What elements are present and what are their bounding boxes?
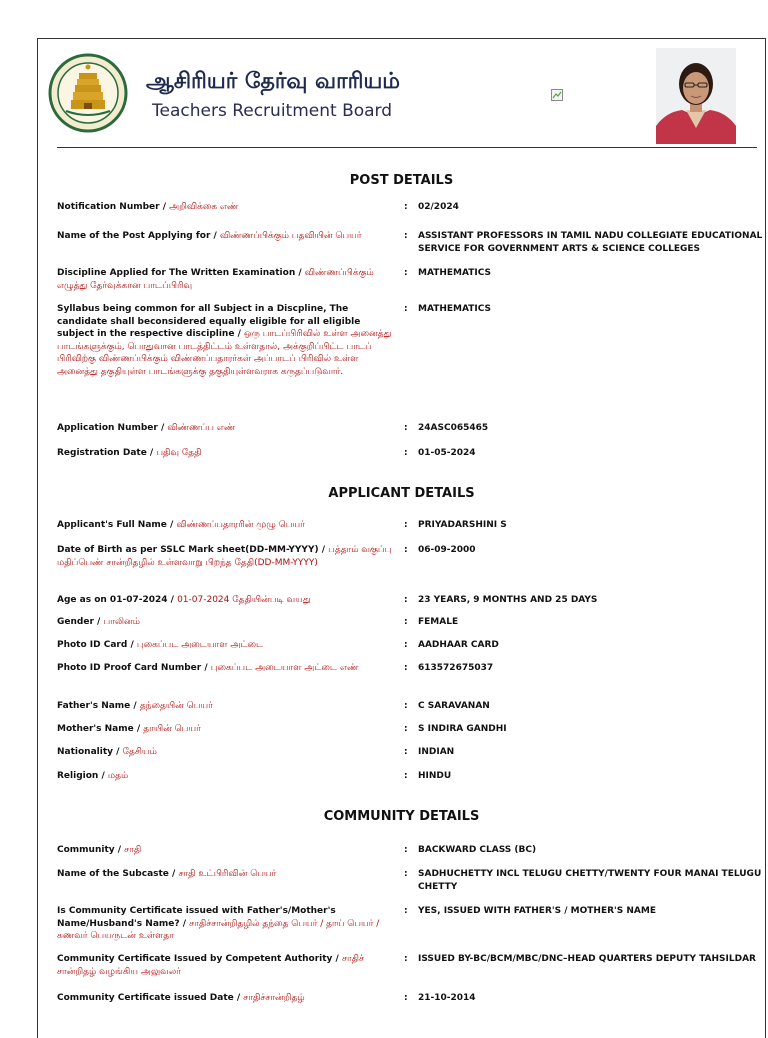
field-label-tamil: ஒரு பாடப்பிரிவில் உள்ள அனைத்து பாடங்களுக்கும், பொதுவான பாடத்திட்டம் உள்ளதால், அக்குறிப்பிட்ட பாடப் பிரிவிற்கு விண்ணப்பிக்கும் விண்ணப்பதாரர்கள் அப்பாடப் பிரிவில் உள்ள அனைத்து தகுதியுள்ள பாடங்களுக்கு தகுதியுள்ளவராக கருதப்படுவார்.	[57, 329, 392, 377]
field-label	[57, 519, 397, 532]
field-label-tamil: தந்தையின் பெயர்	[139, 701, 213, 711]
separator-colon: :	[404, 993, 408, 1003]
section-title-post: POST DETAILS	[349, 173, 454, 188]
field-label-english: Religion /	[57, 771, 108, 781]
field-label-english: Name of the Subcaste /	[57, 869, 179, 879]
field-label	[57, 594, 397, 607]
field-label-tamil: புகைப்பட அடையாள அட்டை எண்	[210, 663, 359, 673]
field-label-tamil: அறிவிக்கை எண்	[169, 202, 239, 212]
field-value: BACKWARD CLASS (BC)	[418, 845, 537, 855]
field-label-english: Nationality /	[57, 747, 123, 757]
field-label-tamil: சாதிச் சான்றிதழ் வழங்கிய அலுவலர்	[57, 954, 365, 977]
field-value: 24ASC065465	[418, 423, 489, 433]
field-label-english: Applicant's Full Name /	[57, 520, 177, 530]
separator-colon: :	[404, 231, 408, 241]
field-value: 02/2024	[418, 202, 459, 212]
field-label-tamil: 01-07-2024 தேதியின்படி வயது	[177, 595, 311, 605]
field-label-tamil: பத்தாம் வகுப்பு மதிப்பெண் சான்றிதழில் உள்ளவாறு பிறந்த தேதி(DD-MM-YYYY)	[57, 545, 392, 568]
field-label	[57, 267, 397, 292]
field-label-english: Notification Number /	[57, 202, 170, 212]
field-label-english: Father's Name /	[57, 701, 140, 711]
separator-colon: :	[404, 869, 408, 879]
field-value: MATHEMATICS	[418, 304, 492, 314]
field-label-english: Community Certificate Issued by Competent Authority /	[57, 954, 342, 964]
field-value: ASSISTANT PROFESSORS IN TAMIL NADU COLLEGIATE EDUCATIONAL SERVICE FOR GOVERNMENT ARTS & SCIENCE COLLEGES	[418, 231, 763, 254]
separator-colon: :	[404, 640, 408, 650]
field-label	[57, 992, 397, 1005]
separator-colon: :	[404, 304, 408, 314]
field-label	[57, 303, 397, 378]
field-label-tamil: விண்ணப்ப எண்	[167, 423, 236, 433]
field-value: S INDIRA GANDHI	[418, 724, 507, 734]
field-label-tamil: பாலினம்	[103, 617, 140, 627]
field-label	[57, 447, 397, 460]
field-label	[57, 770, 397, 783]
field-label-tamil: சாதிச்சான்றிதழ்	[243, 993, 305, 1003]
field-label	[57, 905, 397, 943]
field-label	[57, 844, 397, 857]
field-value: HINDU	[418, 771, 452, 781]
separator-colon: :	[404, 545, 408, 555]
field-label	[57, 723, 397, 736]
field-label	[57, 639, 397, 652]
separator-colon: :	[404, 845, 408, 855]
field-label-english: Syllabus being common for all Subject in a Discpline, The candidate shall beconsidered equally eligible for all eligible subject in the respective discipline /	[57, 304, 361, 339]
separator-colon: :	[404, 202, 408, 212]
field-label	[57, 953, 397, 978]
field-value: PRIYADARSHINI S	[418, 520, 507, 530]
field-label-tamil: புகைப்பட அடையாள அட்டை	[136, 640, 264, 650]
field-label	[57, 746, 397, 759]
field-value: AADHAAR CARD	[418, 640, 499, 650]
field-value: SADHUCHETTY INCL TELUGU CHETTY/TWENTY FOUR MANAI TELUGU CHETTY	[418, 869, 762, 892]
field-label-english: Is Community Certificate issued with Father's/Mother's Name/Husband's Name? /	[57, 906, 336, 929]
field-value: 01-05-2024	[418, 448, 476, 458]
separator-colon: :	[404, 268, 408, 278]
field-label-english: Discipline Applied for The Written Examination /	[57, 268, 305, 278]
separator-colon: :	[404, 520, 408, 530]
field-value: 613572675037	[418, 663, 494, 673]
separator-colon: :	[404, 423, 408, 433]
field-label-tamil: விண்ணப்பிக்கும் எழுத்து தேர்வுக்கான பாடப்பிரிவு	[57, 268, 374, 291]
field-value: 21-10-2014	[418, 993, 476, 1003]
field-value: INDIAN	[418, 747, 455, 757]
separator-colon: :	[404, 954, 408, 964]
field-value: MATHEMATICS	[418, 268, 492, 278]
field-value: ISSUED BY-BC/BCM/MBC/DNC–HEAD QUARTERS DEPUTY TAHSILDAR	[418, 954, 756, 964]
field-label-english: Gender /	[57, 617, 104, 627]
field-label-english: Date of Birth as per SSLC Mark sheet(DD-MM-YYYY) /	[57, 545, 329, 555]
field-label	[57, 700, 397, 713]
document-frame	[37, 38, 766, 1038]
field-label	[57, 616, 397, 629]
field-label-tamil: விண்ணப்பிக்கும் பதவியின் பெயர்	[219, 231, 362, 241]
field-label-tamil: பதிவு தேதி	[156, 448, 202, 458]
separator-colon: :	[404, 595, 408, 605]
field-label	[57, 230, 397, 243]
section-title-applicant: APPLICANT DETAILS	[328, 486, 475, 501]
field-value: YES, ISSUED WITH FATHER'S / MOTHER'S NAME	[418, 906, 656, 916]
field-value: 23 YEARS, 9 MONTHS AND 25 DAYS	[418, 595, 598, 605]
separator-colon: :	[404, 724, 408, 734]
field-label-english: Registration Date /	[57, 448, 157, 458]
board-title-tamil: ஆசிரியர் தேர்வு வாரியம்	[146, 69, 401, 94]
board-title-english: Teachers Recruitment Board	[152, 101, 393, 121]
separator-colon: :	[404, 663, 408, 673]
field-value: C SARAVANAN	[418, 701, 490, 711]
field-label-english: Application Number /	[57, 423, 168, 433]
field-label	[57, 201, 397, 214]
field-label-english: Mother's Name /	[57, 724, 144, 734]
field-label-english: Name of the Post Applying for /	[57, 231, 220, 241]
separator-colon: :	[404, 617, 408, 627]
field-label-english: Community /	[57, 845, 125, 855]
field-label-tamil: தேசியம்	[122, 747, 157, 757]
field-label-tamil: தாயின் பெயர்	[143, 724, 201, 734]
field-label-english: Photo ID Card /	[57, 640, 137, 650]
field-label-english: Age as on 01-07-2024 /	[57, 595, 178, 605]
field-label-tamil: சாதிச்சான்றிதழில் தந்தை பெயர் / தாய் பெயர் / கணவர் பெயருடன் உள்ளதா	[57, 918, 380, 941]
separator-colon: :	[404, 701, 408, 711]
field-label-tamil: சாதி	[124, 845, 142, 855]
field-label-tamil: சாதி உட்பிரிவின் பெயர்	[178, 869, 277, 879]
section-title-community: COMMUNITY DETAILS	[323, 809, 480, 824]
field-label	[57, 868, 397, 881]
separator-colon: :	[404, 771, 408, 781]
separator-colon: :	[404, 448, 408, 458]
separator-colon: :	[404, 747, 408, 757]
field-value: 06-09-2000	[418, 545, 476, 555]
field-label	[57, 662, 397, 675]
field-label	[57, 544, 397, 569]
field-label	[57, 422, 397, 435]
separator-colon: :	[404, 906, 408, 916]
field-label-tamil: விண்ணப்பதாரரின் முழு பெயர்	[176, 520, 305, 530]
field-label-english: Photo ID Proof Card Number /	[57, 663, 211, 673]
field-label-tamil: மதம்	[107, 771, 129, 781]
field-value: FEMALE	[418, 617, 459, 627]
field-label-english: Community Certificate issued Date /	[57, 993, 244, 1003]
document-body	[38, 39, 765, 1038]
